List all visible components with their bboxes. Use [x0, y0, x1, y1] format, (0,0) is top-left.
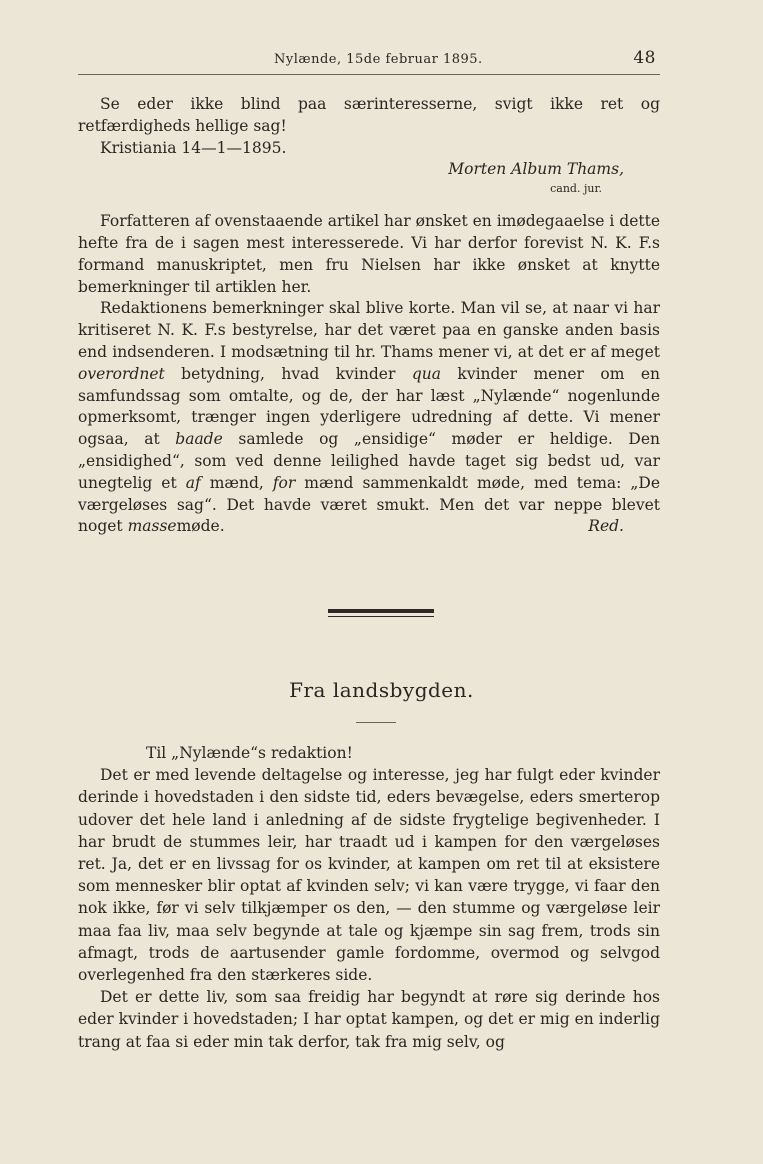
editorial-signature: Red.	[588, 517, 624, 536]
section-divider-thin	[328, 616, 434, 617]
emphasis: masse	[127, 517, 177, 536]
emphasis: overordnet	[78, 364, 165, 383]
author-title: cand. jur.	[550, 182, 602, 196]
header-title: Nylænde, 15de februar 1895.	[274, 52, 483, 67]
text-run: kvinder mener om en samfundssag som omtalte, og de, der har læst „Nylænde“ nogenlunde opmerksomt, trænger ingen yderligere udredning af dette. Vi mener ogsaa, at	[78, 364, 660, 449]
text-run: Redaktionens bemerkninger skal blive korte. Man vil se, at naar vi har kritiseret N. K. F.s bestyrelse, har det været paa en ganske anden basis end indsenderen. I modsætning til hr. Thams mener vi, at det er af meget	[78, 299, 660, 361]
place-date: Kristiania 14—1—1895.	[100, 138, 287, 157]
emphasis: baade	[175, 430, 223, 449]
editorial-paragraph-2	[78, 298, 660, 538]
text-run: samlede og „ensidige“ møder er heldige. Den „ensidighed“, som ved denne leilighed havde taget sig bedst ud, var unegtelig et	[78, 430, 660, 492]
page-number: 48	[633, 48, 656, 68]
section-divider-thick	[328, 609, 434, 613]
section-heading: Fra landsbygden.	[289, 678, 474, 702]
letter2-body	[78, 742, 660, 1053]
emphasis: af	[185, 473, 201, 492]
emphasis: for	[272, 473, 296, 492]
letter2-paragraph-2: Det er dette liv, som saa freidig har begyndt at røre sig derinde hos eder kvinder i hovedstaden; I har optat kampen, og det er mig en inderlig trang at faa si eder min tak derfor, tak fra mig selv, og	[78, 988, 660, 1051]
text-run: mænd,	[200, 473, 273, 492]
heading-rule	[356, 722, 396, 723]
author-signature: Morten Album Thams,	[448, 160, 624, 179]
running-header	[78, 50, 658, 76]
letter1-paragraph: Se eder ikke blind paa særinteresserne, svigt ikke ret og retfærdigheds hellige sag!	[78, 95, 660, 135]
letter2-greeting: Til „Nylænde“s redaktion!	[146, 744, 353, 762]
article-body	[78, 94, 660, 538]
emphasis: qua	[411, 364, 441, 383]
text-run: møde.	[176, 517, 225, 536]
editorial-paragraph-1: Forfatteren af ovenstaaende artikel har ønsket en imødegaaelse i dette hefte fra de i sagen mest interesserede. Vi har derfor forevist N. K. F.s formand manuskriptet, men fru Nielsen har ikke ønsket at knytte bemerkninger til artiklen her.	[78, 212, 660, 296]
text-run: mænd sammenkaldt møde, med tema: „De værgeløses sag“. Det havde været smukt. Men det var neppe blevet noget	[78, 473, 661, 536]
spacer	[78, 197, 660, 211]
header-rule	[78, 74, 660, 75]
letter2-paragraph-1: Det er med levende deltagelse og interesse, jeg har fulgt eder kvinder derinde i hovedstaden i den sidste tid, eders bevægelse, eders smerterop udover det hele land i anledning af de sidste frygtelige begivenheder. I har brudt de stummes leir, har traadt ud i kampen for den værgeløses ret. Ja, det er en livssag for os kvinder, at kampen om ret til at eksistere som mennesker blir optat af kvinden selv; vi kan være trygge, vi faar den nok ikke, før vi selv tilkjæmper os den, — den stumme og værgeløse leir maa faa liv, maa selv begynde at tale og kjæmpe sin sag frem, trods sin afmagt, trods de aartusender gamle fordomme, overmod og selvgod overlegenhed fra den stærkeres side.	[78, 766, 660, 985]
text-run: betydning, hvad kvinder	[164, 364, 412, 383]
